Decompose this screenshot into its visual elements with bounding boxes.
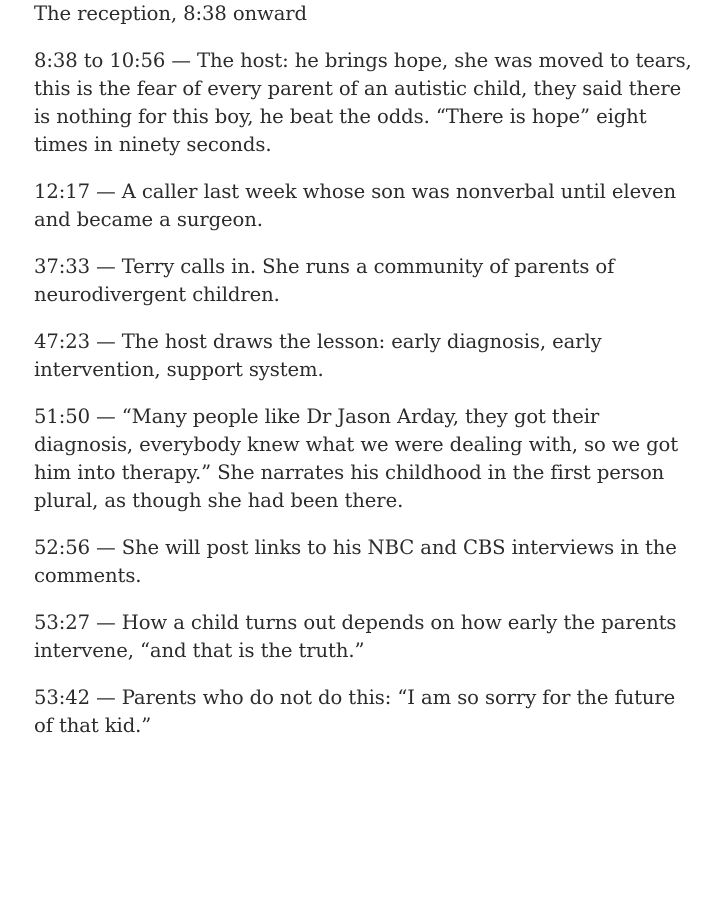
timeline-entry: 53:27 — How a child turns out depends on how early the parents intervene, “and that is the truth.” [34,611,677,662]
timeline-entry: 47:23 — The host draws the lesson: early diagnosis, early intervention, support system. [34,330,602,381]
timeline-entry: 37:33 — Terry calls in. She runs a community of parents of neurodivergent children. [34,255,615,306]
timeline-entry: 51:50 — “Many people like Dr Jason Arday, they got their diagnosis, everybody knew what we were dealing with, so we got him into therapy.” She narrates his childhood in the first person plural, as though she had been there. [34,405,678,512]
timeline-entry: 52:56 — She will post links to his NBC and CBS interviews in the comments. [34,536,677,587]
section-heading: The reception, 8:38 onward [34,2,308,25]
document-body [34,0,694,740]
timeline-entry: 53:42 — Parents who do not do this: “I am so sorry for the future of that kid.” [34,686,676,737]
timeline-entry: 12:17 — A caller last week whose son was nonverbal until eleven and became a surgeon. [34,180,677,231]
timeline-entry: 8:38 to 10:56 — The host: he brings hope, she was moved to tears, this is the fear of every parent of an autistic child, they said there is nothing for this boy, he beat the odds. “There is hope” eight times in ninety seconds. [34,49,692,156]
